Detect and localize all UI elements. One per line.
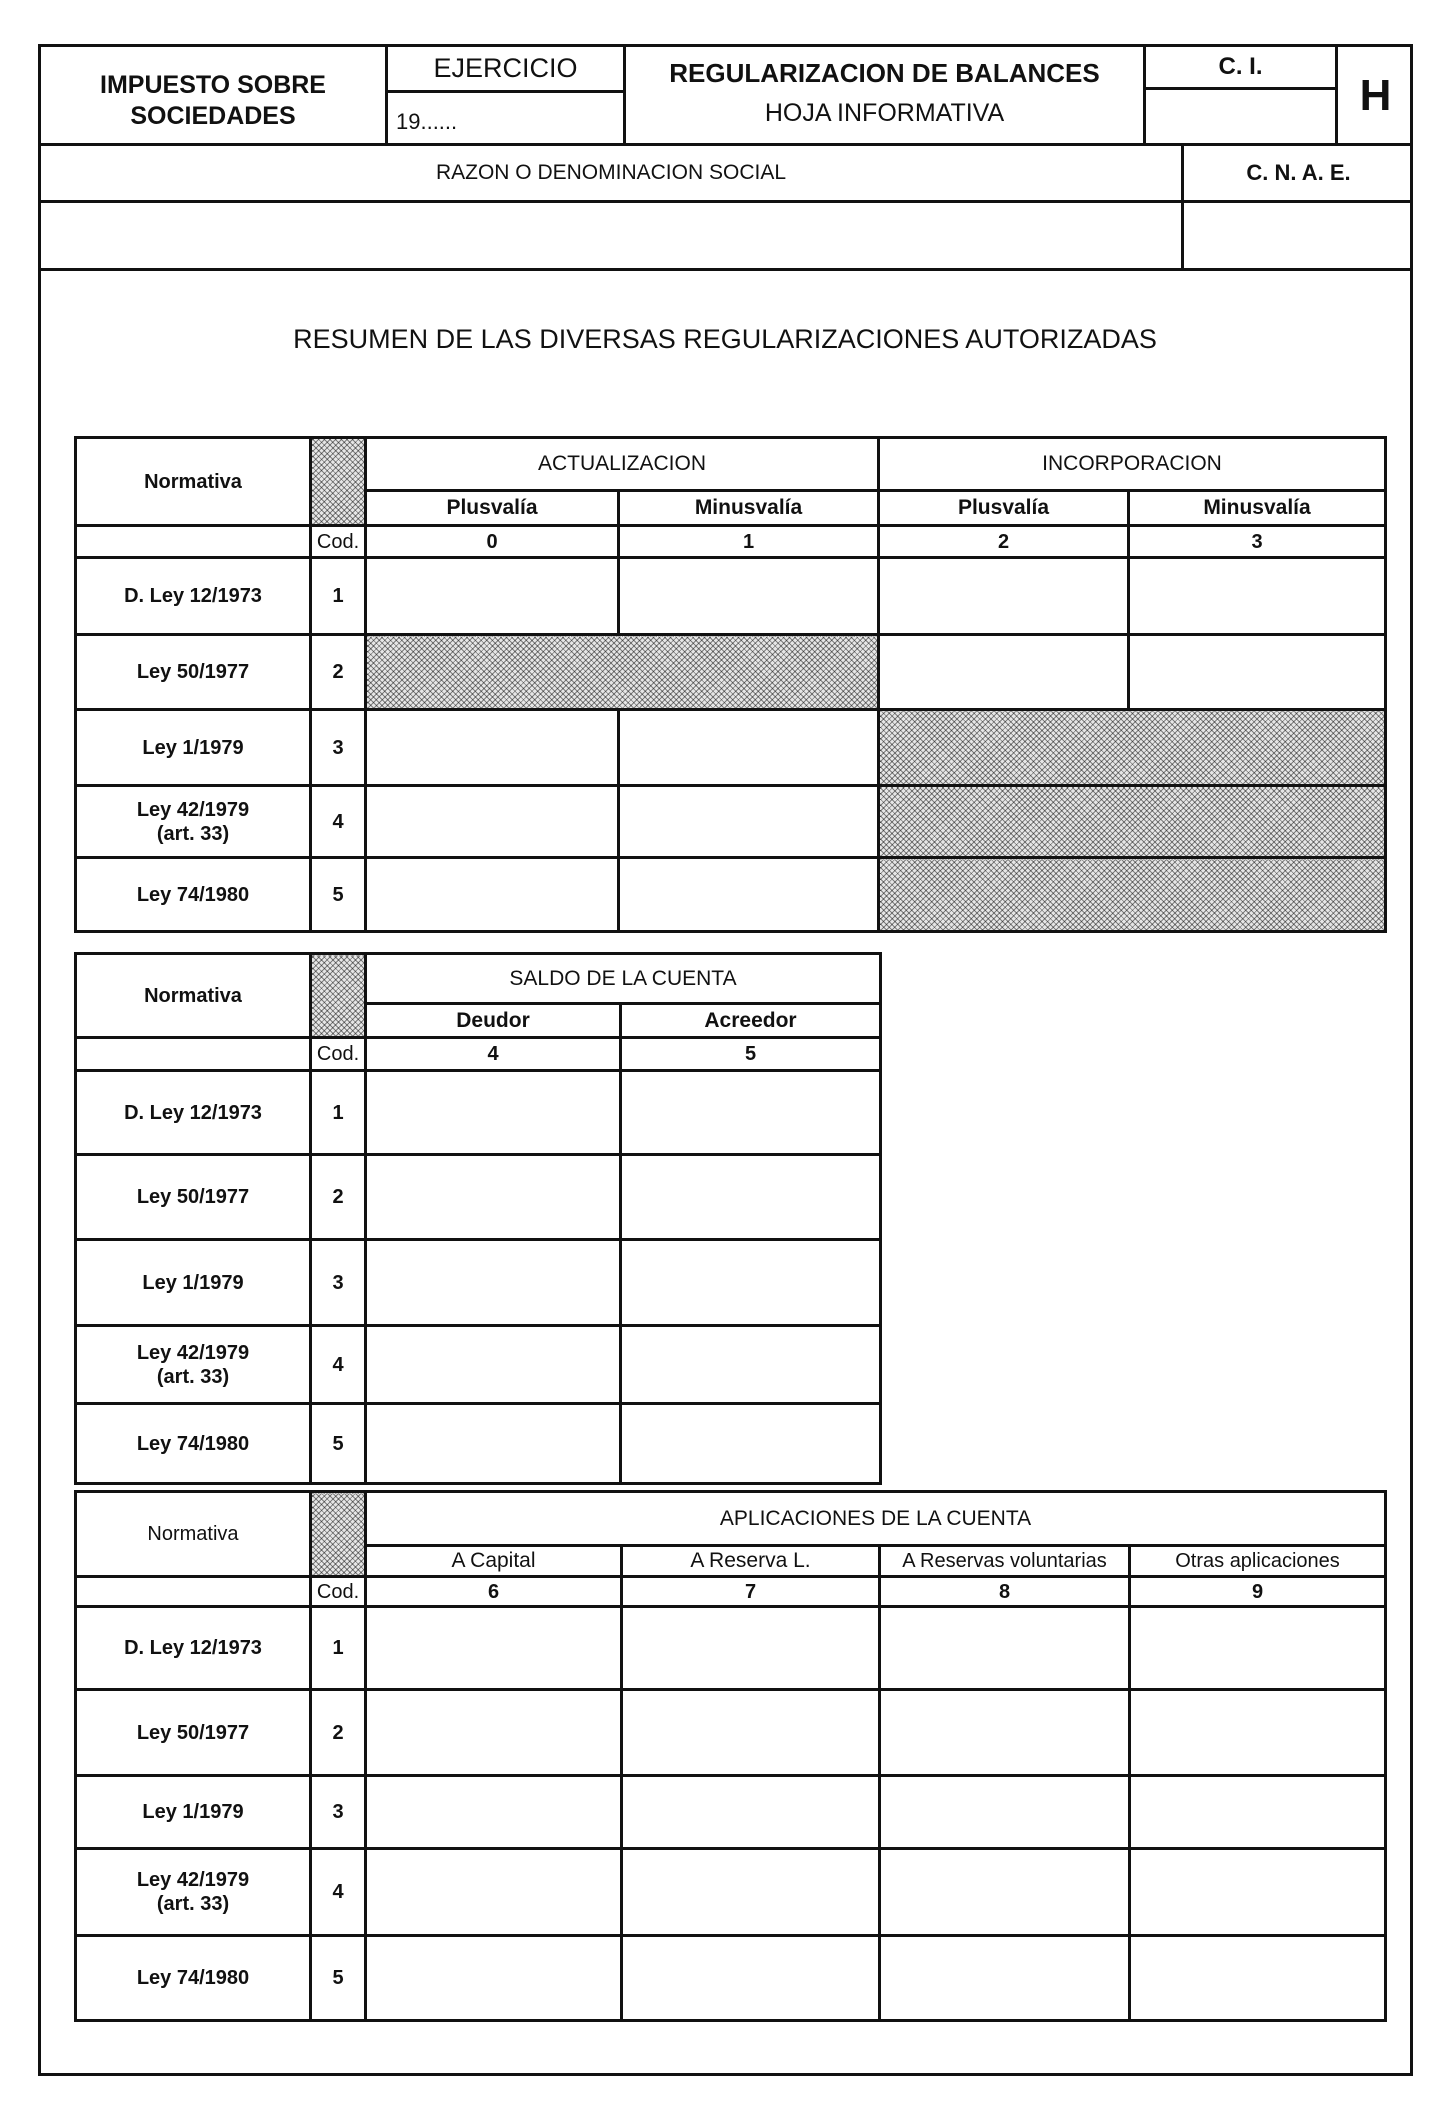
cod-label: Cod. xyxy=(311,526,366,558)
ejercicio-value[interactable]: 19...... xyxy=(396,109,458,135)
table-saldo-cuenta xyxy=(74,952,882,1485)
actualizacion-header: ACTUALIZACION xyxy=(366,438,879,491)
razon-field[interactable] xyxy=(41,203,1181,268)
input-cell[interactable] xyxy=(619,558,879,635)
column-header: Otras aplicaciones xyxy=(1130,1546,1386,1577)
cod-label: Cod. xyxy=(311,1038,366,1071)
column-code: 0 xyxy=(366,526,619,558)
column-header: Minusvalía xyxy=(1129,491,1386,526)
tax-title-line1: IMPUESTO SOBRE xyxy=(100,70,326,99)
normativa-cell: Ley 74/1980 xyxy=(76,858,311,932)
input-cell[interactable] xyxy=(880,1849,1130,1936)
input-cell[interactable] xyxy=(1130,1607,1386,1690)
column-code: 4 xyxy=(366,1038,621,1071)
normativa-cell: Ley 1/1979 xyxy=(76,1240,311,1326)
input-cell[interactable] xyxy=(880,1690,1130,1776)
input-cell[interactable] xyxy=(366,558,619,635)
normativa-cell: Ley 1/1979 xyxy=(76,1776,311,1849)
summary-title: RESUMEN DE LAS DIVERSAS REGULARIZACIONES AUTORIZADAS xyxy=(293,324,1157,355)
table-row xyxy=(76,1404,881,1484)
column-code: 1 xyxy=(619,526,879,558)
table-row xyxy=(76,858,1386,932)
table-row xyxy=(76,1326,881,1404)
shaded-cell xyxy=(879,786,1386,858)
cod-cell: 5 xyxy=(311,1936,366,2021)
tax-title-line2: SOCIEDADES xyxy=(130,102,296,130)
shaded-cell xyxy=(879,858,1386,932)
input-cell[interactable] xyxy=(622,1690,880,1776)
normativa-cell: Ley 1/1979 xyxy=(76,710,311,786)
normativa-header-spacer xyxy=(76,1038,311,1071)
input-cell[interactable] xyxy=(1129,558,1386,635)
cod-cell: 3 xyxy=(311,1776,366,1849)
column-code: 8 xyxy=(880,1577,1130,1607)
cod-header-shaded xyxy=(311,1492,366,1577)
razon-field-rule-bottom xyxy=(38,268,1413,271)
razon-label: RAZON O DENOMINACION SOCIAL xyxy=(435,160,787,184)
column-code: 2 xyxy=(879,526,1129,558)
table-row xyxy=(76,1849,1386,1936)
column-code: 6 xyxy=(366,1577,622,1607)
input-cell[interactable] xyxy=(1130,1776,1386,1849)
ci-split xyxy=(1143,87,1335,90)
column-header: Acreedor xyxy=(621,1004,881,1038)
column-header: Plusvalía xyxy=(879,491,1129,526)
table-actualizacion-incorporacion xyxy=(74,436,1387,933)
cod-cell: 1 xyxy=(311,1071,366,1155)
table-row xyxy=(76,558,1386,635)
input-cell[interactable] xyxy=(1130,1690,1386,1776)
cod-label: Cod. xyxy=(311,1577,366,1607)
tax-title xyxy=(41,66,385,136)
input-cell[interactable] xyxy=(619,786,879,858)
table-row xyxy=(76,1240,881,1326)
input-cell[interactable] xyxy=(622,1936,880,2021)
input-cell[interactable] xyxy=(366,1607,622,1690)
column-header: Minusvalía xyxy=(619,491,879,526)
column-code: 3 xyxy=(1129,526,1386,558)
ci-field[interactable] xyxy=(1146,92,1335,142)
normativa-cell: D. Ley 12/1973 xyxy=(76,1607,311,1690)
input-cell[interactable] xyxy=(1130,1936,1386,2021)
ejercicio-split xyxy=(385,90,623,93)
column-header: A Reserva L. xyxy=(622,1546,880,1577)
normativa-cell: Ley 74/1980 xyxy=(76,1404,311,1484)
input-cell[interactable] xyxy=(366,1071,621,1155)
input-cell[interactable] xyxy=(880,1936,1130,2021)
input-cell[interactable] xyxy=(366,1776,622,1849)
normativa-cell: Ley 50/1977 xyxy=(76,1155,311,1240)
cod-cell: 2 xyxy=(311,1155,366,1240)
input-cell[interactable] xyxy=(879,635,1129,710)
input-cell[interactable] xyxy=(621,1155,881,1240)
cod-cell: 4 xyxy=(311,786,366,858)
normativa-cell: Ley 42/1979 (art. 33) xyxy=(76,786,311,858)
input-cell[interactable] xyxy=(622,1776,880,1849)
normativa-header: Normativa xyxy=(76,438,311,526)
normativa-cell: D. Ley 12/1973 xyxy=(76,558,311,635)
ci-label: C. I. xyxy=(1218,53,1263,80)
input-cell[interactable] xyxy=(622,1849,880,1936)
normativa-cell: Ley 50/1977 xyxy=(76,635,311,710)
input-cell[interactable] xyxy=(366,710,619,786)
input-cell[interactable] xyxy=(366,1849,622,1936)
normativa-cell: Ley 50/1977 xyxy=(76,1690,311,1776)
column-header: A Capital xyxy=(366,1546,622,1577)
form-title: REGULARIZACION DE BALANCES xyxy=(669,57,1100,88)
column-header: Deudor xyxy=(366,1004,621,1038)
cod-cell: 3 xyxy=(311,710,366,786)
normativa-header: Normativa xyxy=(76,954,311,1038)
column-header: Plusvalía xyxy=(366,491,619,526)
input-cell[interactable] xyxy=(1129,635,1386,710)
input-cell[interactable] xyxy=(366,1326,621,1404)
input-cell[interactable] xyxy=(621,1404,881,1484)
column-code: 9 xyxy=(1130,1577,1386,1607)
normativa-header-spacer xyxy=(76,526,311,558)
table-row xyxy=(76,635,1386,710)
input-cell[interactable] xyxy=(880,1776,1130,1849)
table-row xyxy=(76,1936,1386,2021)
input-cell[interactable] xyxy=(879,558,1129,635)
table-aplicaciones-cuenta xyxy=(74,1490,1387,2022)
input-cell[interactable] xyxy=(366,1936,622,2021)
column-header: A Reservas voluntarias xyxy=(880,1546,1130,1577)
column-code: 5 xyxy=(621,1038,881,1071)
saldo-header: SALDO DE LA CUENTA xyxy=(366,954,881,1004)
cod-cell: 5 xyxy=(311,1404,366,1484)
input-cell[interactable] xyxy=(366,1155,621,1240)
input-cell[interactable] xyxy=(619,858,879,932)
cod-cell: 5 xyxy=(311,858,366,932)
normativa-header-spacer xyxy=(76,1577,311,1607)
normativa-cell: Ley 42/1979 (art. 33) xyxy=(76,1849,311,1936)
table-row xyxy=(76,1071,881,1155)
cod-cell: 4 xyxy=(311,1326,366,1404)
incorporacion-header: INCORPORACION xyxy=(879,438,1386,491)
cod-cell: 3 xyxy=(311,1240,366,1326)
table-row xyxy=(76,786,1386,858)
input-cell[interactable] xyxy=(621,1326,881,1404)
cod-header-shaded xyxy=(311,954,366,1038)
cod-cell: 1 xyxy=(311,558,366,635)
input-cell[interactable] xyxy=(366,858,619,932)
input-cell[interactable] xyxy=(621,1240,881,1326)
ejercicio-label: EJERCICIO xyxy=(433,53,578,84)
table-row xyxy=(76,1607,1386,1690)
shaded-cell xyxy=(879,710,1386,786)
form-letter: H xyxy=(1359,70,1392,120)
input-cell[interactable] xyxy=(366,1240,621,1326)
normativa-cell: Ley 74/1980 xyxy=(76,1936,311,2021)
table-row xyxy=(76,710,1386,786)
cod-header-shaded xyxy=(311,438,366,526)
normativa-header: Normativa xyxy=(76,1492,311,1577)
cod-cell: 1 xyxy=(311,1607,366,1690)
cod-cell: 4 xyxy=(311,1849,366,1936)
input-cell[interactable] xyxy=(366,1404,621,1484)
normativa-cell: D. Ley 12/1973 xyxy=(76,1071,311,1155)
input-cell[interactable] xyxy=(366,786,619,858)
input-cell[interactable] xyxy=(619,710,879,786)
table-row xyxy=(76,1776,1386,1849)
input-cell[interactable] xyxy=(1130,1849,1386,1936)
input-cell[interactable] xyxy=(621,1071,881,1155)
cnae-field[interactable] xyxy=(1184,203,1413,268)
table-row xyxy=(76,1690,1386,1776)
table-row xyxy=(76,1155,881,1240)
input-cell[interactable] xyxy=(366,1690,622,1776)
shaded-cell xyxy=(366,635,879,710)
cnae-label: C. N. A. E. xyxy=(1246,160,1351,186)
input-cell[interactable] xyxy=(622,1607,880,1690)
cod-cell: 2 xyxy=(311,1690,366,1776)
cod-cell: 2 xyxy=(311,635,366,710)
input-cell[interactable] xyxy=(880,1607,1130,1690)
normativa-cell: Ley 42/1979 (art. 33) xyxy=(76,1326,311,1404)
column-code: 7 xyxy=(622,1577,880,1607)
form-subtitle: HOJA INFORMATIVA xyxy=(764,99,1005,128)
aplicaciones-header: APLICACIONES DE LA CUENTA xyxy=(366,1492,1386,1546)
